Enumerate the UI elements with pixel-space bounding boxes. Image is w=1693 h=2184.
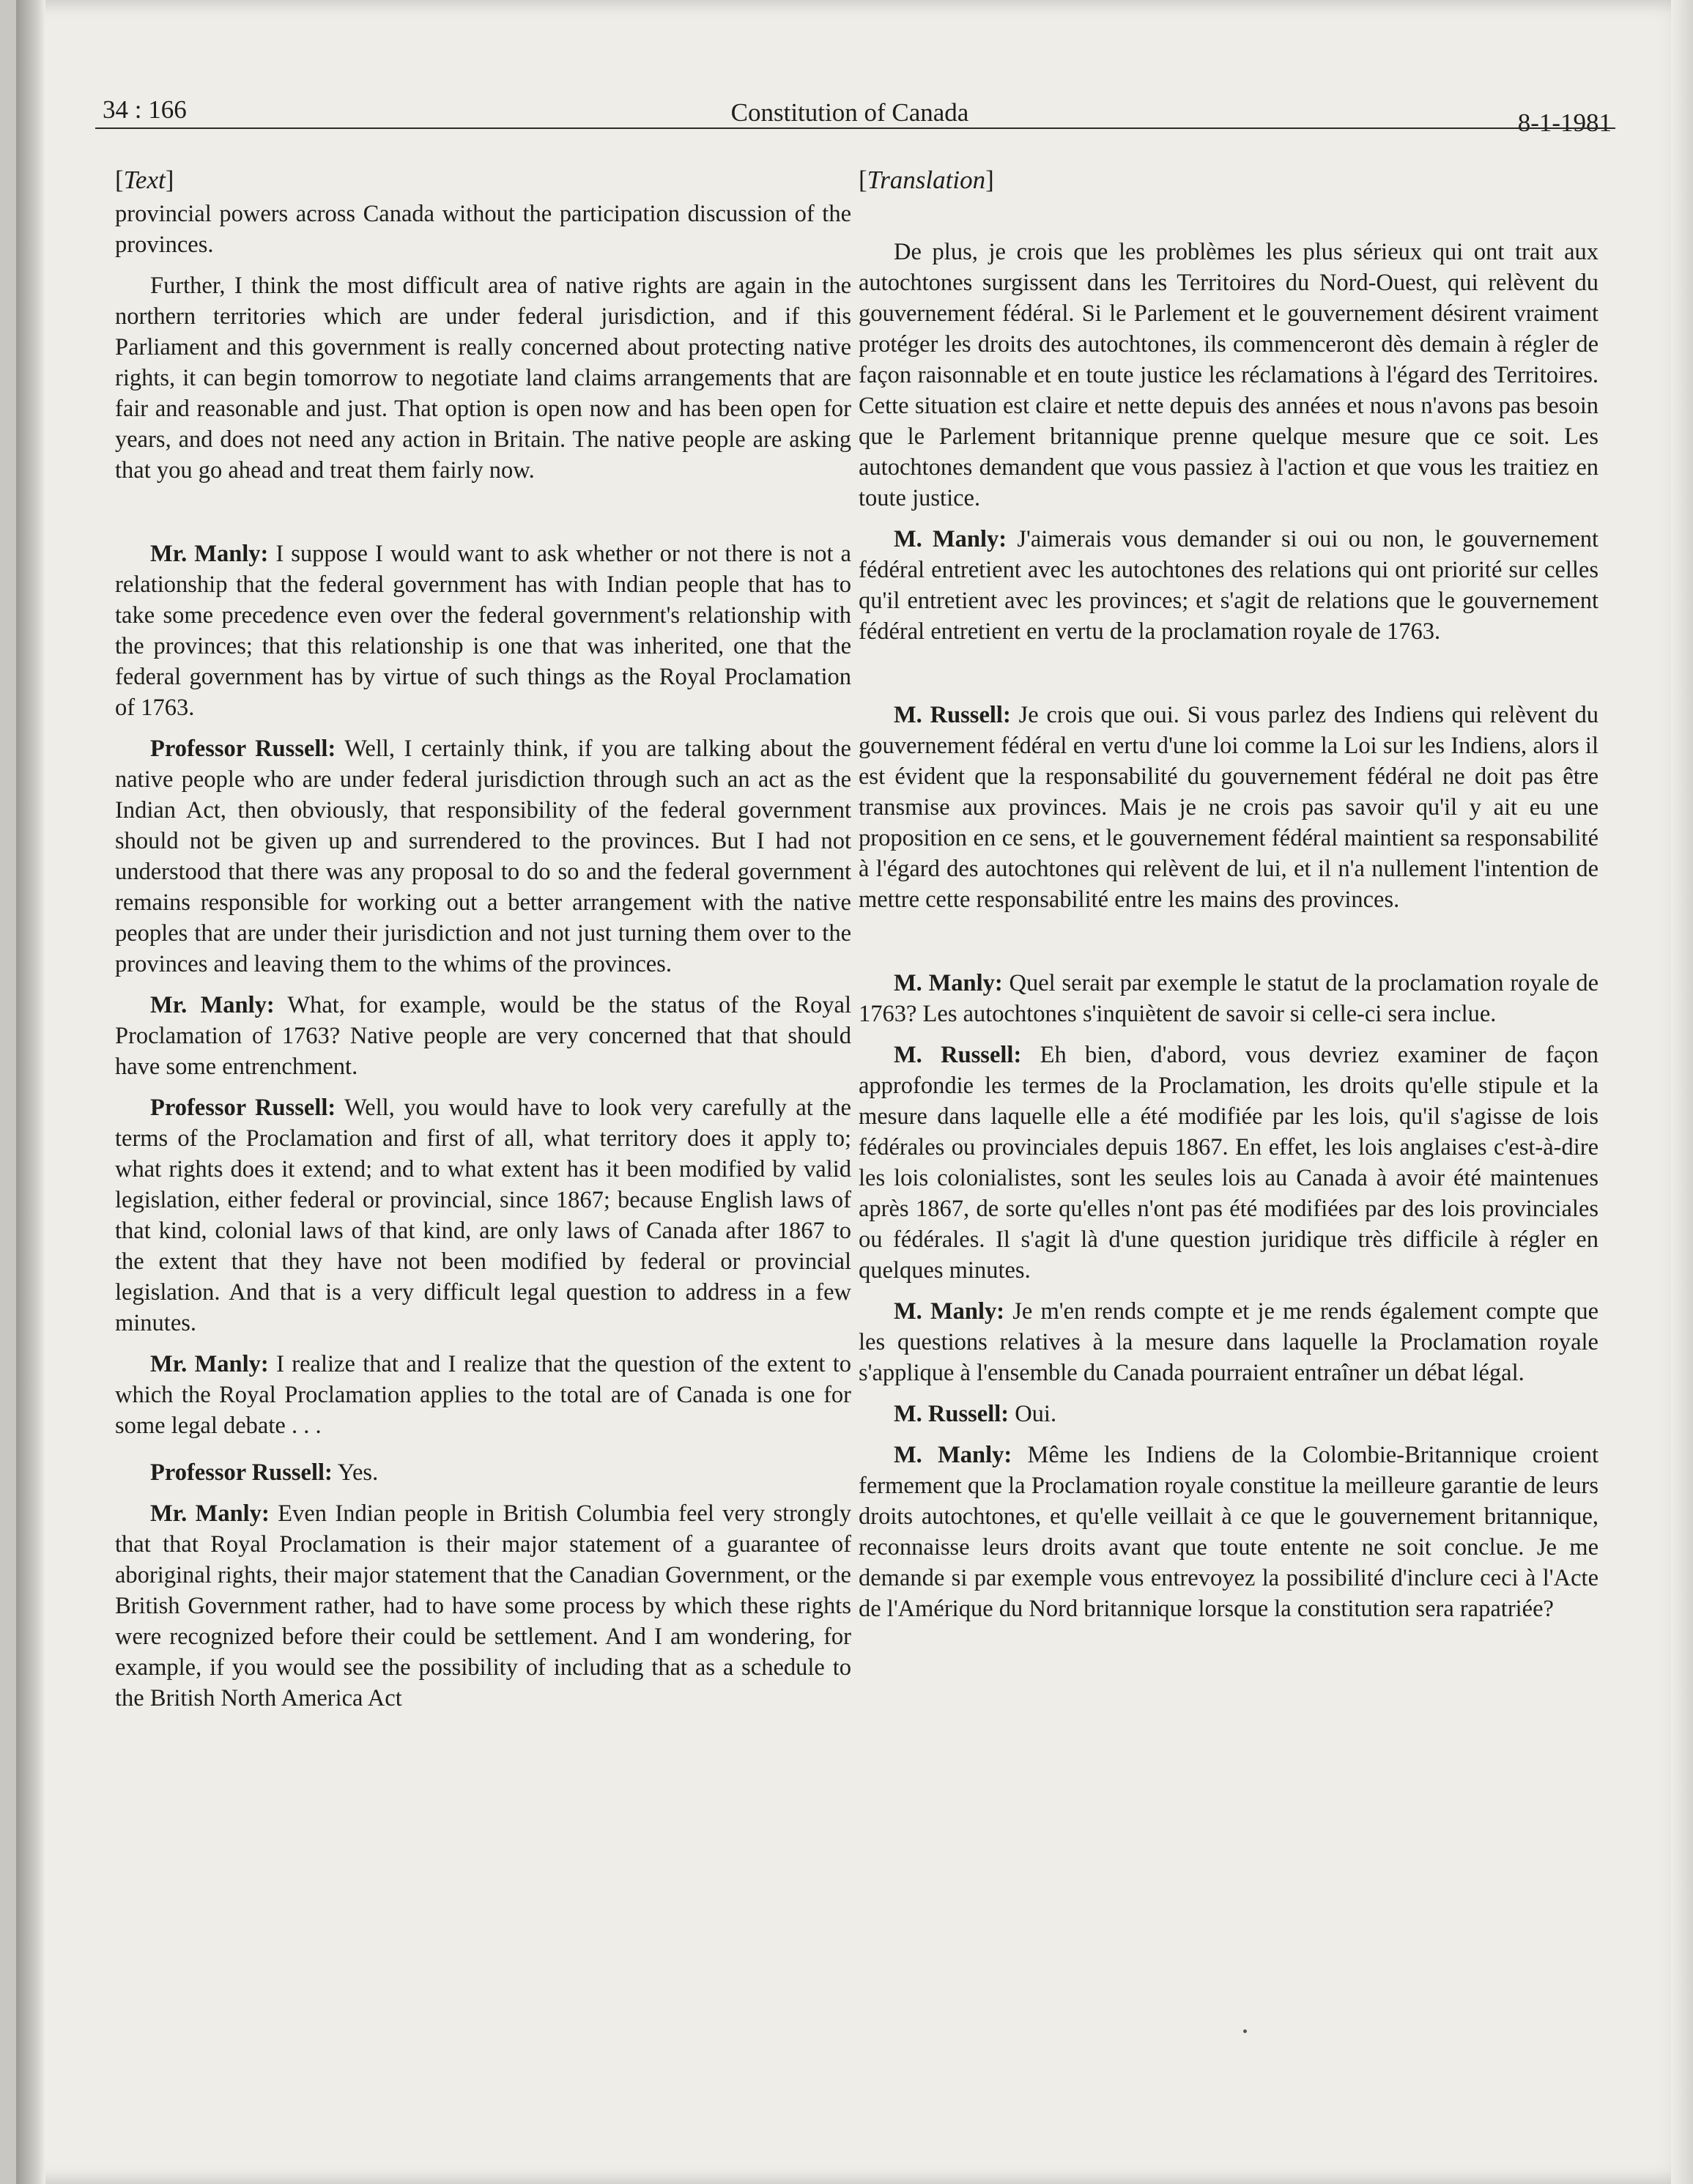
speaker-name: Mr. Manly:: [150, 1351, 269, 1377]
paragraph: M. Manly: J'aimerais vous demander si oui ou non, le gouvernement fédéral entretient avec les autochtones des relations qui ont priorité sur celles qu'il entretient avec les provinces; et s'agit de relations que le gouvernement fédéral entretient en vertu de la proclamation royale de 1763.: [859, 526, 1598, 645]
paragraph: Further, I think the most difficult area of native rights are again in the northern territories which are under federal jurisdiction, and if this Parliament and this government is really concerned about protecting native rights, it can begin tomorrow to negotiate land claims arrangements that are fair and reasonable and just. That option is open now and has been open for years, and does not need any action in Britain. The native people are asking that you go ahead and treat them fairly now.: [115, 273, 851, 484]
speaker-name: Mr. Manly:: [150, 541, 269, 567]
running-title: Constitution of Canada: [730, 98, 969, 127]
paragraph: Mr. Manly: I realize that and I realize that the question of the extent to which the Royal Proclamation applies to the total are of Canada is one for some legal debate . . .: [115, 1351, 851, 1439]
paragraph: Professor Russell: Well, you would have to look very carefully at the terms of the Proclamation and first of all, what territory does it apply to; what rights does it extend; and to what extent has it been modified by valid legislation, either federal or provincial, since 1867; because English laws of that kind, colonial laws of that kind, are only laws of Canada after 1867 to the extent that they have not been modified by federal or provincial legislation. And that is a very difficult legal question to address in a few minutes.: [115, 1095, 851, 1336]
speaker-name: M. Russell:: [894, 1042, 1022, 1068]
header-date: 8-1-1981: [1517, 108, 1612, 137]
paragraph: Mr. Manly: What, for example, would be the status of the Royal Proclamation of 1763? Native people are very concerned that that should have some entrenchment.: [115, 992, 851, 1080]
page-number: 34 : 166: [103, 95, 187, 124]
speaker-name: Mr. Manly:: [150, 1500, 270, 1527]
paragraph: Mr. Manly: Even Indian people in British Columbia feel very strongly that that Royal Proclamation is their major statement of a guarantee of aboriginal rights, their major statement that the Canadian Government, or the British Government rather, had to have some process by which these rights were recognized before their could be settlement. And I am wondering, for example, if you would see the possibility of including that as a schedule to the British North America Act: [115, 1500, 852, 1711]
ink-speck: [1243, 2029, 1247, 2033]
speaker-name: Professor Russell:: [150, 1095, 336, 1121]
speaker-name: Professor Russell:: [150, 1459, 333, 1486]
english-column: [115, 165, 851, 1724]
paragraph: Professor Russell: Yes.: [150, 1459, 379, 1486]
paragraph: M. Manly: Je m'en rends compte et je me rends également compte que les questions relatives à la mesure dans laquelle la Proclamation royale s'applique à l'ensemble du Canada pourraient entraîner un débat légal.: [859, 1298, 1598, 1386]
speaker-name: M. Manly:: [894, 970, 1003, 996]
speaker-name: Mr. Manly:: [150, 992, 275, 1018]
paragraph: M. Manly: Même les Indiens de la Colombie-Britannique croient fermement que la Proclamation royale constitue la meilleure garantie de leurs droits autochtones, et qu'elle veillait à ce que le gouvernement britannique, reconnaisse leurs droits avant que toute entente ne soit conclue. Je me demande si par exemple vous entrevoyez la possibilité d'inclure ceci à l'Acte de l'Amérique du Nord britannique lorsque la constitution sera rapatriée?: [859, 1442, 1599, 1622]
speaker-name: Professor Russell:: [150, 736, 336, 762]
french-column: [859, 165, 1598, 1635]
speaker-name: M. Manly:: [894, 526, 1007, 552]
book-spine-shadow: [16, 0, 45, 2184]
paragraph: provincial powers across Canada without the participation discussion of the provinces.: [115, 201, 851, 258]
speaker-name: M. Russell:: [894, 1401, 1009, 1427]
paragraph: M. Russell: Je crois que oui. Si vous parlez des Indiens qui relèvent du gouvernement fédéral en vertu d'une loi comme la Loi sur les Indiens, alors il est évident que la responsabilité du gouvernement fédéral ne doit pas être transmise aux provinces. Mais je ne crois pas savoir qu'il y ait eu une proposition en ce sens, et le gouvernement fédéral maintient sa responsabilité à l'égard des autochtones qui relèvent de lui, et il n'a nullement l'intention de mettre cette responsabilité entre les mains des provinces.: [859, 702, 1599, 913]
header-rule: [95, 127, 1615, 129]
speaker-name: M. Russell:: [894, 702, 1011, 728]
document-page: [16, 0, 1693, 2184]
paragraph: M. Russell: Eh bien, d'abord, vous devriez examiner de façon approfondie les termes de la Proclamation, les droits qu'elle stipule et la mesure dans laquelle elle a été modifiée par les lois, qu'il s'agisse de lois fédérales ou provinciales depuis 1867. En effet, les lois anglaises c'est-à-dire les lois colonialistes, sont les seules lois au Canada à avoir été maintenues après 1867, de sorte qu'elles n'ont pas été modifiées par des lois provinciales ou fédérales. Il s'agit là d'une question juridique très difficile à régler en quelques minutes.: [859, 1042, 1598, 1284]
text-label: [Text]: [115, 166, 174, 194]
paragraph: M. Manly: Quel serait par exemple le statut de la proclamation royale de 1763? Les autochtones s'inquiètent de savoir si celle-ci sera inclue.: [859, 970, 1598, 1027]
translation-label: [Translation]: [859, 166, 994, 194]
paragraph: De plus, je crois que les problèmes les plus sérieux qui ont trait aux autochtones surgissent dans les Territoires du Nord-Ouest, qui relèvent du gouvernement fédéral. Si le Parlement et le gouvernement désirent vraiment protéger les droits des autochtones, ils commenceront dès demain à régler de façon raisonnable et en toute justice les réclamations à l'égard des Territoires. Cette situation est claire et nette depuis des années et nous n'avons pas besoin que le Parlement britannique prenne quelque mesure que ce soit. Les autochtones demandent que vous passiez à l'action et que vous les traitiez en toute justice.: [859, 239, 1598, 511]
speaker-name: M. Manly:: [894, 1442, 1012, 1468]
paragraph: M. Russell: Oui.: [894, 1401, 1057, 1427]
page-edge-shadow: [1671, 0, 1693, 2184]
speaker-name: M. Manly:: [894, 1298, 1005, 1325]
paragraph: Mr. Manly: I suppose I would want to ask whether or not there is not a relationship that the federal government has with Indian people that has to take some precedence even over the federal government's relationship with the provinces; that this relationship is one that was inherited, one that the federal government has by virtue of such things as the Royal Proclamation of 1763.: [115, 541, 851, 721]
paragraph: Professor Russell: Well, I certainly think, if you are talking about the native people who are under federal jurisdiction through such an act as the Indian Act, then obviously, that responsibility of the federal government should not be given up and surrendered to the provinces. But I had not understood that there was any proposal to do so and the federal government remains responsible for working out a better arrangement with the native peoples that are under their jurisdiction and not just turning them over to the provinces and leaving them to the whims of the provinces.: [115, 736, 851, 977]
page-header: [88, 86, 1612, 138]
